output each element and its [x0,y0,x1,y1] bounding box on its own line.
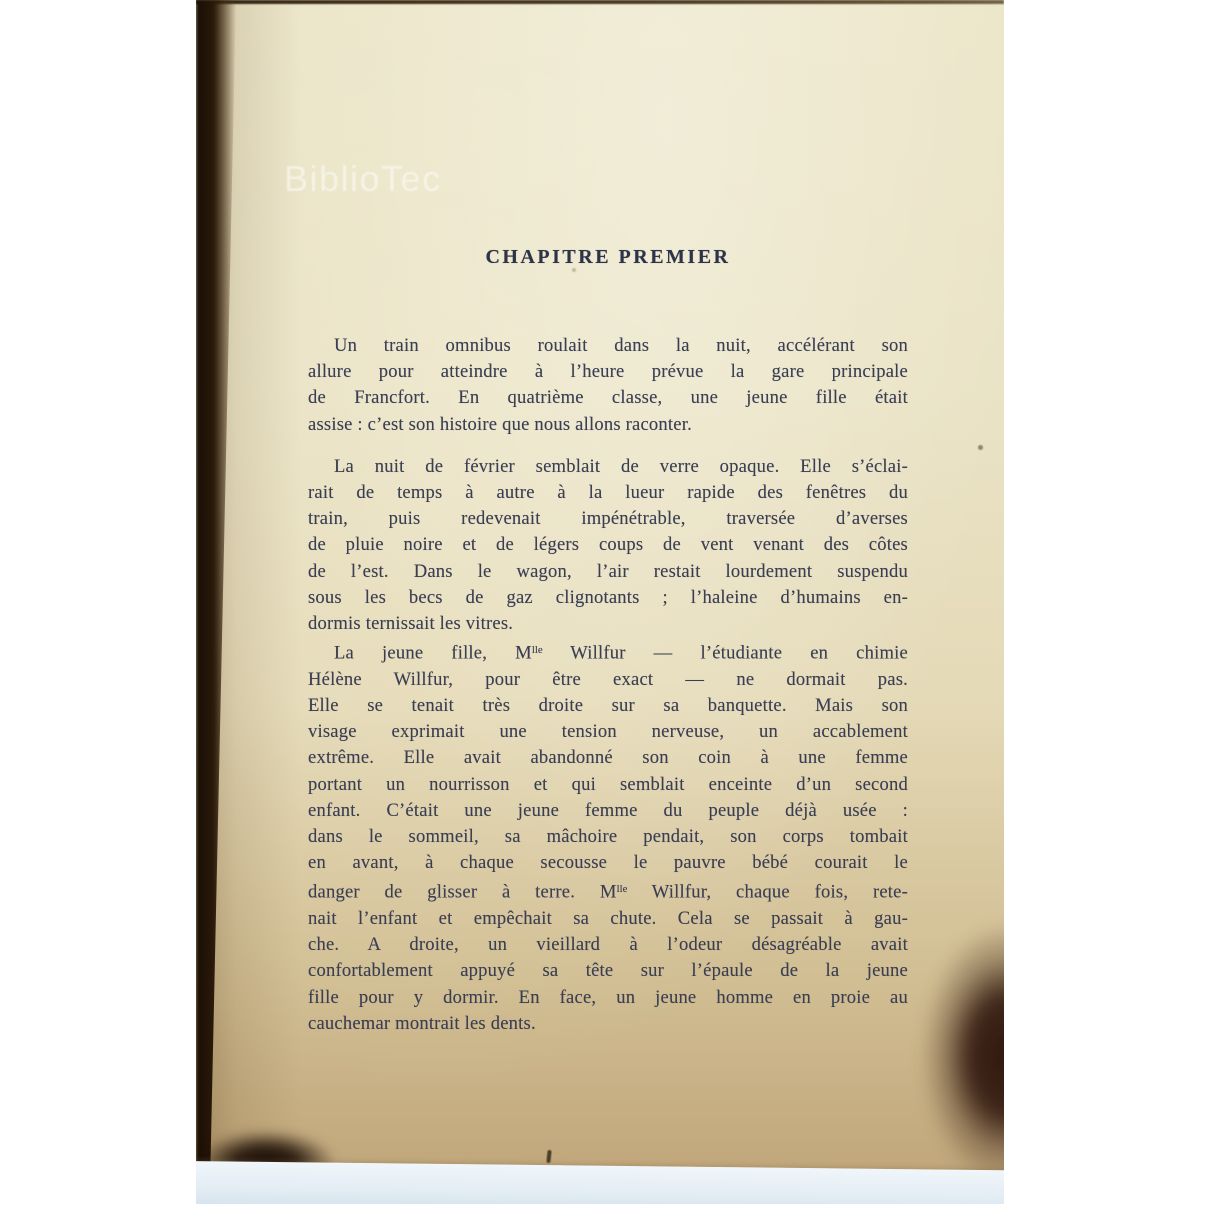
text-line: sous les becs de gaz clignotants ; l’haleine d’humains en- [308,586,908,608]
text-line: rait de temps à autre à la lueur rapide des fenêtres du [308,482,908,504]
text-block [308,333,908,1037]
printers-mark [546,1150,551,1163]
paragraph [308,454,908,637]
book-spine-shadow [196,0,236,1204]
text-line: de pluie noire et de légers coups de vent venant des côtes [308,534,908,556]
text-line: enfant. C’était une jeune femme du peuple déjà usée : [308,799,908,821]
text-line: La nuit de février semblait de verre opaque. Elle s’éclai- [334,455,908,477]
text-line: visage exprimait une tension nerveuse, un accablement [308,721,908,743]
text-line: dormis ternissait les vitres. [308,613,514,635]
text-line: de l’est. Dans le wagon, l’air restait lourdement suspendu [308,560,908,582]
text-line: en avant, à chaque secousse le pauvre bébé courait le [308,852,908,874]
text-line: nait l’enfant et empêchait sa chute. Cela se passait à gau- [308,908,908,930]
paragraph [308,637,908,1037]
finger-shadow [920,922,1004,1190]
text-line: de Francfort. En quatrième classe, une jeune fille était [308,387,908,409]
text-line: La jeune fille, $M^{lle}$ Willfur — l’étudiante en chimie [334,642,908,664]
text-line: assise : c’est son histoire que nous allons raconter. [308,413,692,435]
text-line: allure pour atteindre à l’heure prévue la gare principale [308,361,908,383]
text-line: Hélène Willfur, pour être exact — ne dormait pas. [308,668,908,690]
paragraph [308,333,908,438]
page-content [308,246,908,1037]
text-line: confortablement appuyé sa tête sur l’épaule de la jeune [308,960,908,982]
library-watermark: BiblioTec [284,158,442,199]
paper-speck [978,445,983,450]
text-line: extrême. Elle avait abandonné son coin à une femme [308,747,908,769]
text-line: train, puis redevenait impénétrable, traversée d’averses [308,508,908,530]
paper-speck [572,268,576,272]
text-line: portant un nourrisson et qui semblait enceinte d’un second [308,773,908,795]
text-line: Un train omnibus roulait dans la nuit, accélérant son [334,335,908,356]
text-line: che. A droite, un vieillard à l’odeur désagréable avait [308,934,908,956]
table-edge-strip [196,1161,1004,1204]
book-page [196,0,1004,1204]
chapter-title: CHAPITRE PREMIER [485,246,731,268]
page-top-edge-shadow [196,0,1004,4]
text-line: danger de glisser à terre. $M^{lle}$ Willfur, chaque fois, rete- [308,881,909,903]
text-line: Elle se tenait très droite sur sa banquette. Mais son [308,695,908,717]
text-line: fille pour y dormir. En face, un jeune homme en proie au [308,986,908,1008]
text-line: cauchemar montrait les dents. [308,1012,536,1034]
text-line: dans le sommeil, sa mâchoire pendait, son corps tombait [308,826,908,848]
